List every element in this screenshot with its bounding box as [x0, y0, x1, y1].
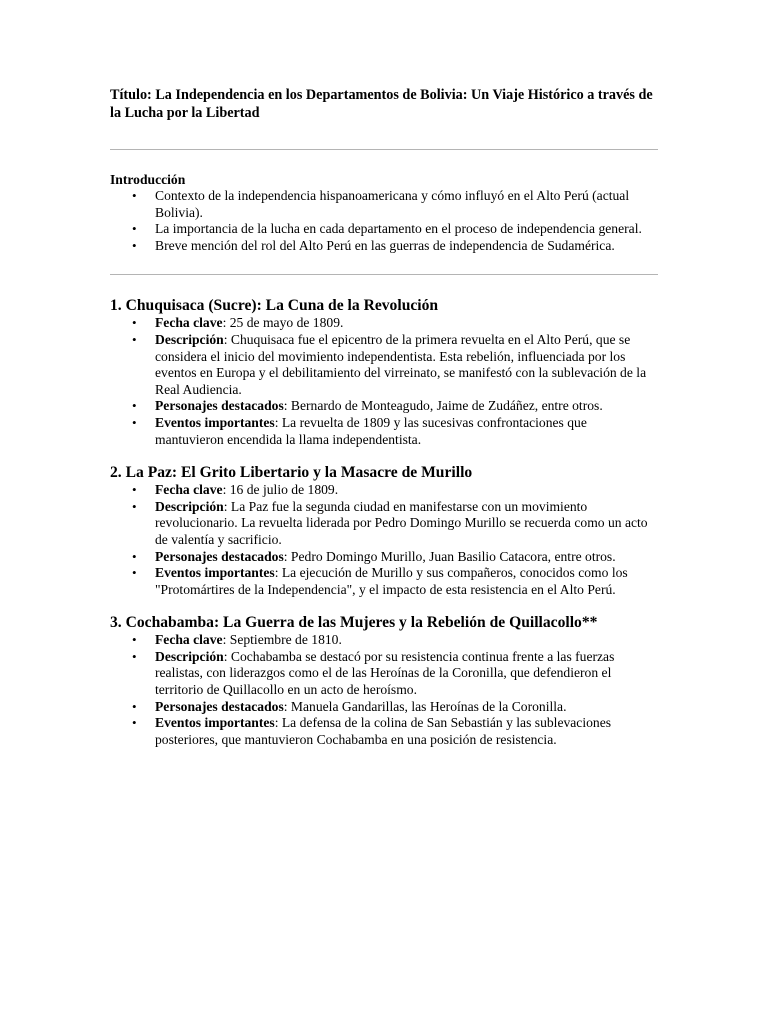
section-list-cochabamba	[110, 632, 658, 748]
item-label: Descripción	[155, 331, 224, 347]
list-item	[110, 415, 658, 448]
intro-item: • La importancia de la lucha en cada departamento en el proceso de independencia general.	[110, 221, 658, 238]
list-item	[110, 398, 658, 415]
item-label: Eventos importantes	[155, 565, 275, 581]
list-item	[110, 715, 658, 748]
item-text: : Cochabamba se destacó por su resistencia continua frente a las fuerzas realistas, con liderazgos como el de las Heroínas de la Coronilla, que defendieron el territorio de Quillacollo en un acto de heroísmo.	[155, 648, 615, 698]
list-item	[110, 499, 658, 549]
list-item	[110, 332, 658, 398]
document-title: Título: La Independencia en los Departamentos de Bolivia: Un Viaje Histórico a través de la Lucha por la Libertad	[110, 87, 653, 121]
item-label: Personajes destacados	[155, 398, 284, 414]
item-label: Personajes destacados	[155, 548, 284, 564]
list-item	[110, 649, 658, 699]
item-text: : Pedro Domingo Murillo, Juan Basilio Catacora, entre otros.	[283, 548, 616, 564]
section-list-la-paz	[110, 482, 658, 598]
item-label: Personajes destacados	[155, 698, 284, 714]
item-text: : Manuela Gandarillas, las Heroínas de la Coronilla.	[283, 698, 567, 714]
item-text: : 25 de mayo de 1809.	[222, 315, 344, 331]
item-text: : La defensa de la colina de San Sebastián y las sublevaciones posteriores, que mantuvieron Cochabamba en una posición de resistencia.	[155, 715, 612, 747]
intro-list	[110, 188, 658, 254]
intro-item: • Breve mención del rol del Alto Perú en las guerras de independencia de Sudamérica.	[110, 238, 658, 255]
item-label: Fecha clave	[155, 482, 223, 498]
list-item	[110, 482, 658, 499]
section-heading-cochabamba: 3. Cochabamba: La Guerra de las Mujeres y la Rebelión de Quillacollo**	[110, 614, 598, 632]
item-label: Fecha clave	[155, 315, 223, 331]
list-item	[110, 565, 658, 598]
intro-heading: Introducción	[110, 172, 186, 187]
list-item	[110, 315, 658, 332]
item-label: Descripción	[155, 498, 224, 514]
intro-item: • Contexto de la independencia hispanoamericana y cómo influyó en el Alto Perú (actual Bolivia).	[110, 188, 658, 221]
item-text: : Septiembre de 1810.	[222, 632, 342, 648]
document-page	[110, 86, 658, 748]
section-heading-chuquisaca: 1. Chuquisaca (Sucre): La Cuna de la Revolución	[110, 297, 439, 315]
item-label: Fecha clave	[155, 632, 223, 648]
item-label: Descripción	[155, 648, 224, 664]
item-text: : Chuquisaca fue el epicentro de la primera revuelta en el Alto Perú, que se considera el inicio del movimiento independentista. Esta rebelión, influenciada por los eventos en Europa y el debilitamiento del virreinato, se manifestó con la sublevación de la Real Audiencia.	[155, 331, 647, 397]
section-list-chuquisaca	[110, 315, 658, 448]
divider-top	[110, 149, 658, 150]
list-item	[110, 699, 658, 716]
item-text: : 16 de julio de 1809.	[222, 482, 339, 498]
list-item	[110, 632, 658, 649]
list-item	[110, 549, 658, 566]
item-text: : La revuelta de 1809 y las sucesivas confrontaciones que mantuvieron encendida la llama independentista.	[155, 414, 587, 447]
item-text: : La ejecución de Murillo y sus compañeros, conocidos como los "Protomártires de la Independencia", y el impacto de esta resistencia en el Alto Perú.	[155, 565, 628, 597]
item-text: : Bernardo de Monteagudo, Jaime de Zudáñez, entre otros.	[283, 398, 603, 414]
divider-intro	[110, 274, 658, 275]
item-label: Eventos importantes	[155, 414, 275, 430]
item-label: Eventos importantes	[155, 715, 275, 731]
section-heading-la-paz: 2. La Paz: El Grito Libertario y la Masacre de Murillo	[110, 464, 473, 482]
item-text: : La Paz fue la segunda ciudad en manifestarse con un movimiento revolucionario. La revuelta liderada por Pedro Domingo Murillo se recuerda como un acto de valentía y sacrificio.	[155, 498, 648, 547]
